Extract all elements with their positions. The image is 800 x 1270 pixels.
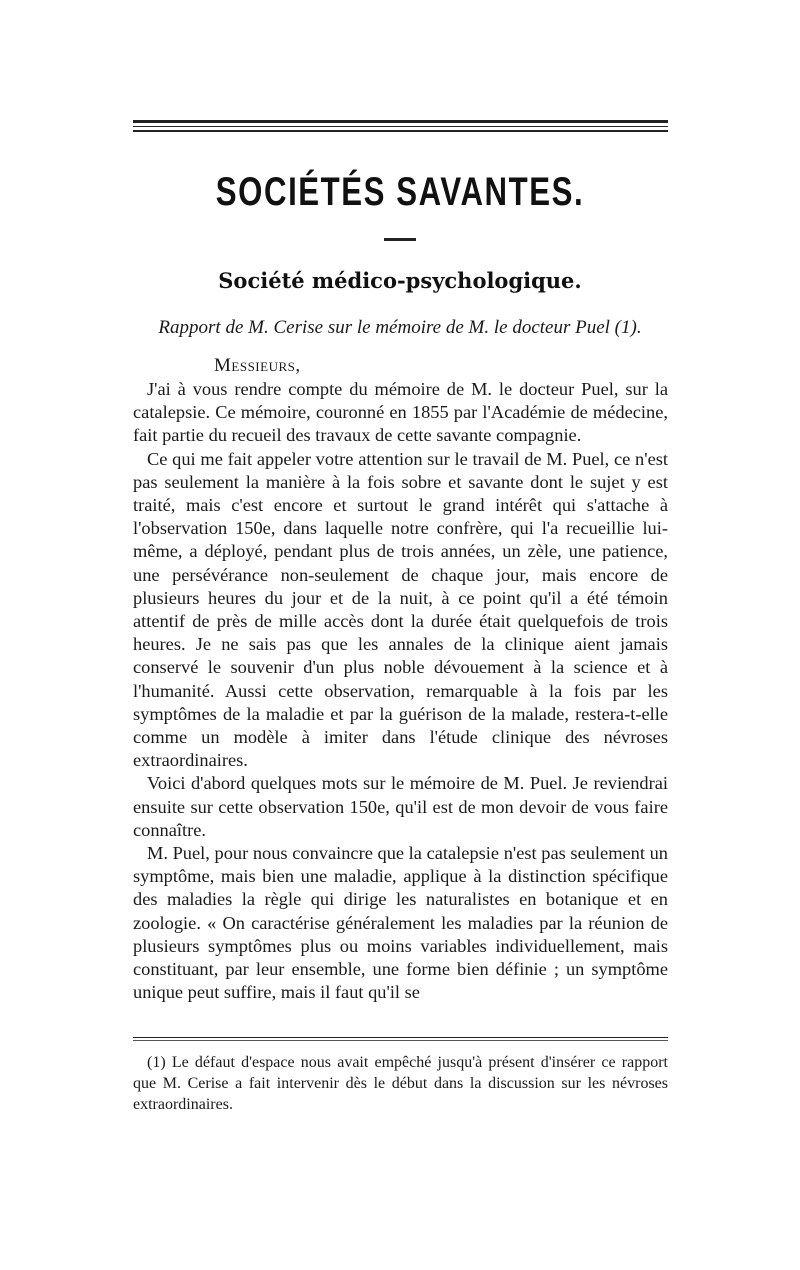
section-title: SOCIÉTÉS SAVANTES. [215,170,585,214]
society-subtitle: Société médico-psychologique. [218,268,582,293]
title-separator [384,238,416,241]
footnote-rule-secondary [133,1040,668,1041]
paragraph-4: M. Puel, pour nous convaincre que la catalepsie n'est pas seulement un symptôme, mais bien une maladie, applique à la distinction spécifique des maladies la règle qui dirige les naturalistes en botanique et en zoologie. « On caractérise généralement les maladies par la réunion de plusieurs symptômes plus ou moins variables individuellement, mais constituant, par leur ensemble, une forme bien définie ; un symptôme unique peut suffire, mais il faut qu'il se [133,843,668,1003]
footnote-text: (1) Le défaut d'espace nous avait empêché jusqu'à présent d'insérer ce rapport que M. Cerise a fait intervenir dès le début dans la discussion sur les névroses extraordinaires. [133,1054,668,1113]
footnote-rule [133,1037,668,1038]
header-rule-thin [133,126,668,127]
paragraph-1: J'ai à vous rendre compte du mémoire de M. le docteur Puel, sur la catalepsie. Ce mémoire, couronné en 1855 par l'Académie de médecine, fait partie du recueil des travaux de cette savante compagnie. [133,379,668,446]
salutation: Messieurs, [214,355,301,376]
paragraph-3: Voici d'abord quelques mots sur le mémoire de M. Puel. Je reviendrai ensuite sur cette observation 150e, qu'il est de mon devoir de vous faire connaître. [133,773,668,840]
footnote [133,1052,668,1115]
header-rule-bottom [133,130,668,132]
report-heading: Rapport de M. Cerise sur le mémoire de M. le docteur Puel (1). [158,317,642,338]
header-rule-thick [133,120,668,123]
body-text [133,378,668,1004]
paragraph-2: Ce qui me fait appeler votre attention sur le travail de M. Puel, ce n'est pas seulement la manière à la fois sobre et savante dont le sujet y est traité, mais c'est encore et surtout le grand intérêt qui s'attache à l'observation 150e, dans laquelle notre confrère, qui l'a recueillie lui-même, a déployé, pendant plus de trois années, un zèle, une patience, une persévérance non-seulement de chaque jour, mais encore de plusieurs heures du jour et de la nuit, à ce point qu'il a été témoin attentif de près de mille accès dont la durée était quelquefois de trois heures. Je ne sais pas que les annales de la clinique aient jamais conservé le souvenir d'un plus noble dévouement à la science et à l'humanité. Aussi cette observation, remarquable à la fois par les symptômes de la maladie et par la guérison de la malade, restera-t-elle comme un modèle à imiter dans l'étude clinique des névroses extraordinaires. [133,448,668,771]
